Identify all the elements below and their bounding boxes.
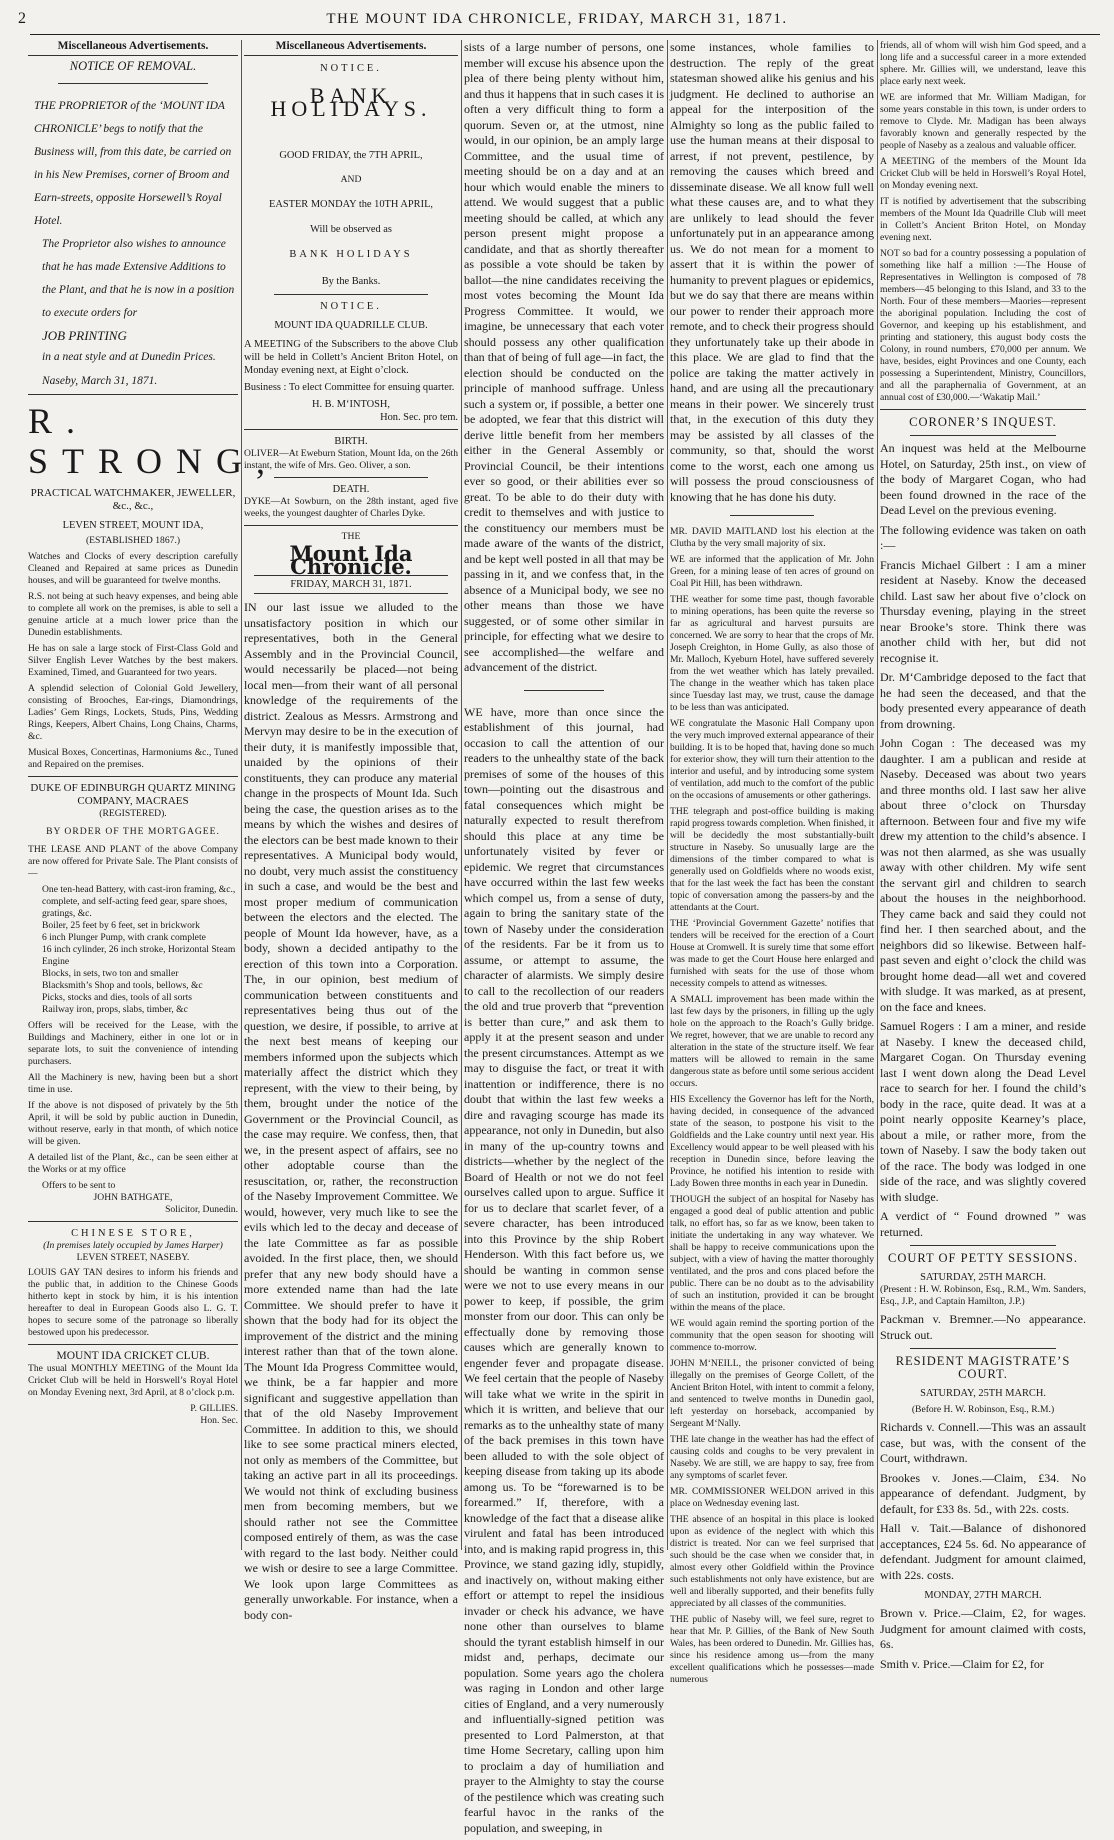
advertiser-established: (ESTABLISHED 1867.) [85,535,181,546]
news-item: WE would again remind the sporting portion of the community that the open season for shooting will commence to-morrow. [670,1318,874,1353]
court-case: Packman v. Bremner.—No appearance. Struck out. [880,1312,1086,1342]
news-item: A SMALL improvement has been made within the last few days by the prisoners, in filling up the ugly hole on the approach to the Roach’s Gully bridge. We regret, however, that we are unable to record any alteration in the state of the structure itself. We fear matters will be allowed to remain in the same dangerous state as before until some serious accident occurs. [670,994,874,1089]
store-title: CHINESE STORE, [71,1228,195,1239]
petty-sessions-present: (Present : H. W. Robinson, Esq., R.M., Wm. Sanders, Esq., J.P., and Captain Hamilton, J.P.) [880,1284,1086,1307]
news-item: JOHN M‘NEILL, the prisoner convicted of being illegally on the premises of George Collett, of the Ancient Briton Hotel, with intent to commit a felony, and sentenced to twelve months in Dunedin gaol, left yesterday on horseback, accompanied by Sergeant M‘Nally. [670,1358,875,1429]
divider [244,429,458,430]
inquest-paragraph: Dr. M‘Cambridge deposed to the fact that he had seen the deceased, and that the body presented every appearance of death from drowning. [880,670,1086,731]
store-address: LEVEN STREET, NASEBY. [76,1252,190,1263]
divider [254,593,448,594]
good-friday: GOOD FRIDAY, the 7TH APRIL, [279,150,423,161]
plant-item: Boiler, 25 feet by 6 feet, set in brickwork [42,920,200,931]
ad-paragraph: Watches and Clocks of every description carefully Cleaned and Repaired at same prices as Dunedin houses, and will be guaranteed for twelve months. [28,551,238,586]
news-item: THE ‘Provincial Government Gazette’ notifies that tenders will be received for the erection of a Court House at Cromwell. It is surely time that some effort was made to get the Court House here enlarged and furnished with seats for the use of those whom necessity compels to attend as witnesses. [670,918,874,989]
news-item: A MEETING of the members of the Mount Ida Cricket Club will be held in Horswell’s Royal Hotel, on Monday evening next. [880,156,1086,191]
column-2 [244,40,458,1627]
plant-item: 16 inch cylinder, 26 inch stroke, Horizontal Steam Engine [42,944,236,967]
rm-court-date: MONDAY, 27TH MARCH. [924,1590,1042,1601]
petty-sessions-heading: COURT OF PETTY SESSIONS. [888,1251,1078,1265]
masthead: Mount Ida Chronicle. [289,541,413,579]
divider [58,83,208,84]
masthead-the: THE [341,531,361,542]
news-item: NOT so bad for a country possessing a population of something like half a million :—The House of Representatives in Wellington is composed of 78 members—45 belonging to this Island, and 33 to the North. Four of these members—Maories—represent the aboriginal population. Including the cost of Governor, and keeping up his establishment, and printing and stationery, this august body costs the Colony, in round numbers, £70,000 per annum. We have, besides, eight Provinces and one County, each possessing a Superintendent, Ministry, Councillors, and all the paraphernalia of Government, at an annual cost of £30,000.—‘Wakatip Mail.’ [880,248,1086,403]
company-title: DUKE OF EDINBURGH QUARTZ MINING COMPANY, MACRAES [30,782,236,807]
ad-paragraph: THE LEASE AND PLANT of the above Company are now offered for Private Sale. The Plant consists of— [28,844,238,879]
plant-item: One ten-head Battery, with cast-iron framing, &c., complete, and self-acting feed gear, spare shoes, gratings, &c. [42,884,236,919]
notice-heading: NOTICE. [320,301,382,312]
divider [274,477,428,478]
court-case: Brookes v. Jones.—Claim, £34. No appearance of defendant. Judgment, by default, for £33 8s. 5d., with 22s. costs. [880,1470,1086,1516]
news-item: THE public of Naseby will, we feel sure, regret to hear that Mr. P. Gillies, of the Bank of New South Wales, has been ordered to Dunedin. Mr. Gillies has, since his residence among us—from the many excellent qualifications which he possesses—made numerous [670,1614,874,1685]
job-printing-note: in a neat style and at Dunedin Prices. [42,351,216,363]
news-item: friends, all of whom will wish him God speed, and a long life and a successful career in a more extended sphere. Mr. Gillies will, we understand, leave this place early next week. [880,40,1086,87]
editorial-sanitary: WE have, more than once since the establishment of this journal, had occasion to call the attention of our readers to the unhealthy state of the back premises of some of the houses of this town—pointing out the disastrous and fatal consequences which might be naturally expected to result therefrom should this place at any time be unfortunately visited by fever or epidemic. We regret that circumstances have occurred within the last few weeks which compel us, from a sense of duty, again to bring the sanitary state of the town of Naseby under the consideration of the residents. Far be it from us to assume, or attempt to assume, the character of alarmists. We simply desire to call to the recollection of our readers the old and true proverb that “prevention is better than cure,” and ask them to apply it at the present season and under the present circumstances. Attempt as we may to disguise the fact, or treat it with inattention or indifference, there is no doubt that within the last few weeks a dire and ravaging scourge has made its appearance, not only in Dunedin, but also in many of the up-country towns and districts—whether by the neglect of the Board of Health or not we do not feel ourselves called upon to argue. Suffice it for us to declare that scarlet fever, of a severe character, has been introduced into this Province by the ship Robert Henderson. With this fact before us, we should be wanting in common sense were we not to use every means in our power to keep, if possible, the grim monster from our door. This can only be effectually done by removing those causes which are generally known to engender fever and propagate disease. We feel certain that the people of Naseby will take what we write in the spirit in which it is written, and believe that our remarks as to the unhealthy state of many of the back premises in this town have been alluded to with the sole object of keeping disease from taking up its abode among us. To be “forewarned is to be forearmed.” If, therefore, with a knowledge of the fact that a disease alike virulent and fatal has been introduced into, and is making rapid progress in, this Province, we stand gazing idly, stupidly, and inactively on, without making either effort or attempt to repel the insidious invader or check his advance, we have none other than ourselves to blame should the tyrant establish himself in our midst and, perhaps, decimate our population. Some years ago the cholera was raging in London and other large cities of England, and a very numerously and influentially-signed petition was presented to Lord Palmerston, at that time Home Secretary, calling upon him to proclaim a day of humiliation and prayer to the Almighty to stay the course of the pestilence which was creating such fearful havoc in the ranks of the population, and sweeping, in [464,704,664,1835]
court-case: Richards v. Connell.—This was an assault case, but was, with the consent of the Court, withdrawn. [880,1420,1086,1465]
divider [524,690,604,691]
court-case: Smith v. Price.—Claim for £2, for [880,1656,1044,1671]
news-item: WE are informed that Mr. William Madigan, for some years constable in this town, is under orders to remove to Clyde. Mr. Madigan has been always favorably known and generally respected by the people of Naseby as a zealous and valuable officer. [880,92,1086,151]
club-title: MOUNT IDA QUADRILLE CLUB. [274,320,428,331]
newspaper-title: THE MOUNT IDA CHRONICLE, FRIDAY, MARCH 31, 1871. [326,11,788,27]
rm-court-heading: RESIDENT MAGISTRATE’S COURT. [895,1354,1071,1381]
notice-heading: NOTICE. [320,63,382,74]
section-heading: Miscellaneous Advertisements. [244,40,458,56]
news-item: WE are informed that the application of Mr. John Green, for a mining lease of ten acres of ground on Coal Pit Hill, has been withdrawn. [670,554,874,589]
ad-paragraph: A splendid selection of Colonial Gold Jewellery, consisting of Brooches, Ear-rings, Diamondrings, Ladies’ Gem Rings, Lockets, Studs, Pins, Wedding Rings, Keepers, Albert Chains, Long Chains, Charms, &c. [28,683,238,742]
ad-paragraph: A detailed list of the Plant, &c., can be seen either at the Works or at my office [28,1152,238,1175]
inquest-paragraph: An inquest was held at the Melbourne Hotel, on Saturday, 25th inst., on view of the body of Margaret Cogan, who had been found drowned in the race of the Dead Level on the previous evening. [880,441,1086,517]
signature-title: Hon. Sec. pro tem. [380,412,458,423]
plant-item: Railway iron, props, slabs, timber, &c [42,1004,188,1015]
masthead-date: FRIDAY, MARCH 31, 1871. [290,579,412,590]
signature-title: Solicitor, Dunedin. [165,1204,238,1215]
notice-date: Naseby, March 31, 1871. [42,375,158,387]
bank-holidays-text: BANK HOLIDAYS [289,249,413,260]
divider [730,515,814,516]
court-case: Hall v. Tait.—Balance of dishonored acceptances, £24 5s. 6d. No appearance of defendant. Judgment for amount claimed, with 22s. costs. [880,1521,1086,1582]
death-heading: DEATH. [332,484,370,495]
plant-item: Picks, stocks and dies, tools of all sorts [42,992,193,1003]
ad-paragraph: He has on sale a large stock of First-Class Gold and Silver English Lever Watches by the best makers. Examined, Timed, and Guaranteed for two years. [28,643,238,678]
removal-notice-2: The Proprietor also wishes to announce that he has made Extensive Additions to the Plant, and that he is now in a position to execute orders for [42,238,235,319]
editorial-continued: some instances, whole families to destruction. The reply of the great statesman showed alike his genius and his judgment. He declined to authorise an appeal for the interposition of the Almighty so long as the public failed to use the human means at their disposal to arrest, if not prevent, pestilence, by removing the causes which breed and disseminate disease. We all know full well what these causes are, and to what they are unlikely to lead should the fever unfortunately put in an appearance among us. We do not mean for a moment to assert that it is within the power of humanity to prevent plagues or epidemics, but we do say that there are means within our power to render their approach more remote, and to check their progress should they unfortunately take up their abode in this place. We are glad to find that the police are taking the matter actively in hand, and are using all the precautionary means in their power. We sincerely trust that, in the execution of this duty they may be assisted by all classes of the community, so that, should the worst come to the worst, each one among us will possess the proud consciousness of knowing that he has done his duty. [670,40,874,504]
column-5 [880,40,1086,1676]
column-divider [877,40,878,1550]
removal-notice: THE PROPRIETOR of the ‘MOUNT IDA CHRONICLE’ begs to notify that the Business will, from this date, be carried on in his New Premises, corner of Broom and Earn-streets, opposite Horsewell’s Royal Hotel. [34,100,232,227]
court-case: Brown v. Price.—Claim, £2, for wages. Judgment for amount claimed with costs, 6s. [880,1606,1086,1651]
news-item: HIS Excellency the Governor has left for the North, having decided, in consequence of the advanced state of the season, to postpone his visit to the Goldfields and the Lake country until next year. His Excellency would appear to be well pleased with his reception in Dunedin since, before leaving the Province, he notified his intention to reside with Lady Bowen three months in each year in Dunedin. [670,1094,874,1189]
divider [910,435,1056,436]
plant-item: 6 inch Plunger Pump, with crank complete [42,932,206,943]
divider [244,525,458,526]
divider [880,409,1086,410]
news-item: THOUGH the subject of an hospital for Naseby has engaged a good deal of public attention and public talk, no effort has, so far as we know, been taken to initiate the undertaking in any way whatever. We shall be happy to receive communications upon the subject, with a view of having the matter thoroughly ventilated, and the pros and cons placed before the public. There can be no doubt as to the advisability of such an institution, provided it can be brought within the means of the place. [670,1194,874,1313]
inquest-paragraph: Samuel Rogers : I am a miner, and reside at Naseby. I knew the deceased child, Margaret Cogan. On Thursday evening last I went down along the Dead Level race to search for her. I found the child’s body in the race, quite dead. It was at a point nearly opposite Kearney’s place, about a mile, or rather more, from the town of Naseby. I saw the body taken out of the race. The body was lodged in one side of the race, and was slightly covered with sludge. [880,1019,1086,1204]
observed-text: Will be observed as [310,224,392,235]
birth-notice: OLIVER—At Eweburn Station, Mount Ida, on the 26th instant, the wife of Mrs. Geo. Oliver, a son. [244,448,458,471]
inquest-paragraph: John Cogan : The deceased was my daughter. I am a publican and reside at Naseby. Deceased was about two years and three months old. I last saw her alive about three o’clock on Thursday afternoon. Between four and five my wife drew my attention to the child’s absence. I was not then alarmed, as she was usually away with other children. My wife sent the servant girl and children to search about the houses in the neighborhood. They came back and said they could not find her. I then searched about, and the neighbors did so likewise. Between half-past seven and eight o’clock the child was brought home dead—all wet and covered with sludge. It was marked, as at present, on the face and knees. [880,736,1086,1014]
club-title: MOUNT IDA CRICKET CLUB. [56,1350,210,1362]
column-divider [667,40,668,1550]
divider [28,1221,238,1222]
advertiser-trade: PRACTICAL WATCHMAKER, JEWELLER, &c., &c., [30,487,236,512]
news-item: MR. DAVID MAITLAND lost his election at the Clutha by the very small majority of six. [670,526,874,549]
club-body: A MEETING of the Subscribers to the above Club will be held in Collett’s Ancient Briton Hotel, on Monday evening next, at Eight o’clock. [244,339,458,376]
club-body: The usual MONTHLY MEETING of the Mount Ida Cricket Club will be held in Horswell’s Royal Hotel on Monday Evening next, 3rd April, at 8 o’clock p.m. [28,1363,238,1398]
divider [28,394,238,395]
ad-paragraph: Offers will be received for the Lease, with the Buildings and Machinery, either in one lot or in separate lots, to suit the convenience of intending purchasers. [28,1020,238,1067]
divider [910,1348,1056,1349]
news-item: WE congratulate the Masonic Hall Company upon the very much improved external appearance of their building. It is to be hoped that, having done so much for exterior show, they will turn their attention to the interior and useful, and by introducing some system of ventilation, add much to the comfort of the public on the occasions of amusements or other gatherings. [670,718,874,801]
page-number: 2 [18,10,26,27]
by-banks: By the Banks. [321,276,381,287]
advertiser-name: R. STRONG, [28,401,280,481]
editorial: IN our last issue we alluded to the unsatisfactory position in which our representatives, both in the General Assembly and in the Provincial Council, would necessarily be placed—not being local men—from their want of all personal knowledge of the requirements of the district. Zealous as Messrs. Armstrong and Mervyn may desire to be in the execution of their duty, it is manifestly impossible that, unaided by the opinions of their constituents, they can produce any material change in the prospects of Mount Ida. Such being the case, the question arises as to the means by which the wishes and desires of the electors can be best made known to their representatives. A Municipal body would, no doubt, very much assist the constituency in such a case, and would be the best and most proper medium of communication between the electors and the elected. The people of Mount Ida however, have, as a body, shown a decided antipathy to the erection of this town into a Corporation. The, in our opinion, best medium of communication between constituents and representatives being thus out of the question, we desire, if possible, to arrive at the next best means of keeping our members informed upon the subjects which materially affect the district which they represent, with the view to their being, by them, brought under the notice of the Government or the Provincial Council, as the case may require. We confess, then, that we, in the present aspect of affairs, see no other adoptable course than the resuscitation, or, rather, the reconstruction of the Naseby Improvement Committee. We would, however, very much like to see the evils which led to the decay and decease of the late Committee as far as possible avoided. In the first place, then, we should prefer that any new body should have a more extended name than had the late Committee. We should prefer to have it shown that the body had for its object the improvement of the district and the mining interest rather than that of the town alone. The Mount Ida Progress Committee would, we think, be a far happier and more significant and suggestive appellation than that of the old Naseby Improvement Committee. In addition to this, we should like to see some practical miners elected, not only as members of the Committee, but taking an active part in all its proceedings. We would not think of excluding business men from becoming members, but we should rather not see the Committee composed entirely of them, as was the case with regard to the last body. Neither could we wish or desire to see a large Committee. We look upon large Committees as generally unworkable. For instance, when a body con- [244,600,458,1622]
easter-monday: EASTER MONDAY the 10TH APRIL, [268,199,434,210]
and-text: AND [340,174,362,185]
notice-title: NOTICE OF REMOVAL. [69,59,197,73]
ad-paragraph: All the Machinery is new, having been but a short time in use. [28,1072,238,1095]
ad-paragraph: If the above is not disposed of privately by the 5th April, it will be sold by public auction in Dunedin, without reserve, early in that month, of which notice will be given. [28,1100,238,1147]
inquest-paragraph: The following evidence was taken on oath :— [880,522,1086,552]
petty-sessions-date: SATURDAY, 25TH MARCH. [920,1272,1046,1283]
store-subtitle: (In premises lately occupied by James Harper) [43,1240,223,1251]
store-body: LOUIS GAY TAN desires to inform his friends and the public that, in addition to the Chinese Goods hitherto kept in stock by him, it is his intention hereafter to deal in European Goods also L. G. T. hopes to secure some of the patronage so liberally bestowed upon his predecessor. [28,1267,238,1338]
ad-paragraph: Offers to be sent to [42,1180,116,1191]
column-1 [28,40,280,1427]
rm-court-before: (Before H. W. Robinson, Esq., R.M.) [911,1404,1055,1415]
mortgagee-order: BY ORDER OF THE MORTGAGEE. [46,826,220,837]
job-printing: JOB PRINTING [42,328,127,343]
inquest-verdict: A verdict of “ Found drowned ” was returned. [880,1209,1086,1239]
news-item: THE absence of an hospital in this place is looked upon as evidence of the neglect with which this district is treated. Nor can we feel surprised that such should be the case when we consider that, in almost every other Goldfield within the Province such establishments not only have existence, but are well and liberally supported, and their benefits fully appreciated by all classes of the communities. [670,1514,874,1609]
death-notice: DYKE—At Sowburn, on the 28th instant, aged five weeks, the youngest daughter of Charles Dyke. [244,496,458,519]
signature-title: Hon. Sec. [200,1415,238,1426]
signature: H. B. M‘INTOSH, [311,399,391,410]
ad-paragraph: Musical Boxes, Concertinas, Harmoniums &c., Tuned and Repaired on the premises. [28,747,238,770]
club-business: Business : To elect Committee for ensuing quarter. [244,382,455,393]
news-item: THE late change in the weather has had the effect of causing colds and coughs to be very prevalent in Naseby. We are still, we are happy to say, free from any symptoms of scarlet fever. [670,1434,874,1481]
column-3 [464,40,664,1840]
header-rule [30,34,1100,35]
divider [28,776,238,777]
editorial-continued: sists of a large number of persons, one member will excuse his absence upon the plea of there being plenty without him, and thus it happens that in such cases it is often a very difficult thing to form a quorum. Seven or, at the utmost, nine would, in our opinion, be an amply large Committee, and the usual time of meeting should be on a day and at an hour which would enable the miners to attend. We would suggest that a public meeting should be called, at which any person present might propose a candidate, and that as shortly thereafter as possible a vote should be taken by ballot—the nine candidates receiving the most votes becoming the Mount Ida Progress Committee. It would, we imagine, be unnecessary that each voter should possess any other qualification than that of being of full age—in fact, the election should be conducted on the principle of manhood suffrage. Unless such a system or, if possible, a better one be adopted, we fear that this district will derive little benefit from her members either in the General Assembly or Provincial Council, be their intentions ever so good, or their abilities ever so great. To be able to do their duty with credit to themselves and with justice to the constituency our members must be made aware of the wants of the district, and be kept well posted in all that may be passing in it, and we confess that, in the absence of a Municipal body, we see no other means than those we have suggested, or of some other similar in principle, for effecting what we desire to see accomplished—the welfare and advancement of the district. [464,40,664,674]
signature: JOHN BATHGATE, [93,1192,173,1203]
ad-paragraph: R.S. not being at such heavy expenses, and being able to complete all work on the premises, is able to sell a genuine article at a much lower price than the Dunedin establishments. [28,591,238,638]
section-heading: Miscellaneous Advertisements. [28,40,238,56]
divider [274,294,428,295]
divider [28,1344,238,1345]
divider [910,1245,1056,1246]
birth-heading: BIRTH. [334,436,368,447]
inquest-heading: CORONER’S INQUEST. [909,415,1057,429]
news-item: IT is notified by advertisement that the subscribing members of the Mount Ida Quadrille Club will meet in Collett’s Ancient Briton Hotel, on Monday evening next. [880,196,1086,243]
plant-item: Blacksmith’s Shop and tools, bellows, &c [42,980,203,991]
advertiser-address: LEVEN STREET, MOUNT IDA, [62,520,204,531]
news-item: MR. COMMISSIONER WELDON arrived in this place on Wednesday evening last. [670,1486,874,1509]
news-item: THE telegraph and post-office building is making rapid progress towards completion. When finished, it will be decidedly the most substantially-built structure in Naseby. So unusually large are the dimensions of the timber compared to what is generally used on Goldfields where no woods exist, that for the last week the fact has been the constant topic of conversation among the passers-by and the attendants at the Court. [670,806,874,913]
inquest-paragraph: Francis Michael Gilbert : I am a miner resident at Naseby. Know the deceased child. Last saw her about five o’clock on Thursday evening, playing in the street near Brooke’s store. Think there was another child with her, but did not recognise it. [880,557,1086,665]
page-header [0,0,1114,36]
rm-court-date: SATURDAY, 25TH MARCH. [920,1388,1046,1399]
column-divider [241,40,242,1550]
column-4 [670,40,874,1690]
column-divider [461,40,462,1550]
signature: P. GILLIES. [190,1403,238,1414]
company-registered: (REGISTERED). [99,808,167,819]
news-item: THE weather for some time past, though favorable to mining operations, has been quite the reverse so far as agricultural and harvest pursuits are concerned. We are sorry to hear that the crops of Mr. Joseph Creighton, in Home Gully, as also those of Mr. Malloch, Kyeburn Hotel, have suffered severely from the wet weather which has lately prevailed. The change in the weather which has taken place since Tuesday last may, we trust, cause the damage to be less than was anticipated. [670,594,874,713]
bank-holidays-title: BANK HOLIDAYS. [270,83,432,121]
plant-item: Blocks, in sets, two ton and smaller [42,968,179,979]
